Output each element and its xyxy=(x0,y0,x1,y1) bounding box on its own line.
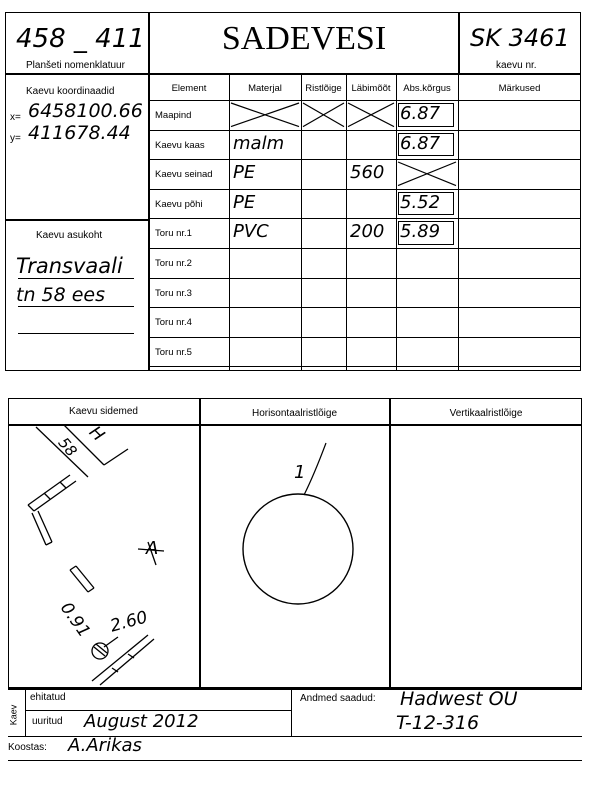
sketch-col1-header: Kaevu sidemed xyxy=(69,406,138,417)
table-cell: 6.87 xyxy=(400,103,441,124)
elevation-box xyxy=(398,221,454,245)
table-cell: malm xyxy=(233,132,285,154)
table-cell: 5.52 xyxy=(400,191,441,213)
table-cell: 5.89 xyxy=(400,221,441,243)
table-row-line xyxy=(149,307,581,308)
footer-mid-divider xyxy=(291,688,292,736)
location-line1: Transvaali xyxy=(16,254,123,278)
data-from-label: Andmed saadud: xyxy=(300,693,376,704)
table-cell: 6.87 xyxy=(400,132,441,154)
well-number: SK 3461 xyxy=(470,24,570,52)
table-cell: PVC xyxy=(233,221,269,243)
crossed-cell xyxy=(346,100,396,130)
table-cell: PE xyxy=(233,162,256,184)
location-line2: tn 58 ees xyxy=(16,284,106,306)
sketch-col3-header: Vertikaalristlõige xyxy=(449,408,523,419)
sketch-dist-2: 2.60 xyxy=(108,607,150,637)
table-header-cell: Ristlõige xyxy=(305,83,342,94)
plansheet-label: Planšeti nomenklatuur xyxy=(26,60,125,71)
sketch-dist-1: 0.91 xyxy=(55,598,94,642)
data-from-value-2: T-12-316 xyxy=(396,712,480,734)
table-cell: Toru nr.5 xyxy=(155,346,192,358)
table-row-line xyxy=(149,337,581,338)
location-rule-2 xyxy=(18,306,134,307)
table-header-cell: Läbimõõt xyxy=(351,83,391,94)
location-label: Kaevu asukoht xyxy=(36,230,103,241)
sketch-col-divider-2 xyxy=(389,398,391,688)
y-prefix: y= xyxy=(10,133,21,144)
compiled-value: A.Arikas xyxy=(68,735,142,756)
crossed-cell xyxy=(396,159,458,189)
sketch-street-letter: H xyxy=(84,422,108,446)
table-header-cell: Abs.kõrgus xyxy=(403,83,451,94)
sketch-col2-header: Horisontaalristlõige xyxy=(251,408,338,419)
table-cell: 200 xyxy=(350,221,385,243)
well-number-label: kaevu nr. xyxy=(496,60,537,71)
table-col-line xyxy=(458,74,459,371)
table-cell: Kaevu kaas xyxy=(155,139,205,151)
table-row-line xyxy=(149,130,581,131)
compiled-label: Koostas: xyxy=(8,742,47,753)
y-coordinate: 411678.44 xyxy=(28,122,131,144)
table-row-line xyxy=(149,218,581,219)
table-row-line xyxy=(149,189,581,190)
elevation-box xyxy=(398,133,454,157)
element-table xyxy=(149,74,581,371)
x-coordinate: 6458100.66 xyxy=(28,100,143,122)
sketch-house-number: 58 xyxy=(54,433,81,461)
surveyed-label: uuritud xyxy=(32,716,63,727)
table-header-cell: Materjal xyxy=(248,83,282,94)
location-rule-3 xyxy=(18,333,134,334)
plansheet-value: 458 _ 411 xyxy=(16,24,145,54)
location-divider xyxy=(5,219,149,221)
pipe-1-label: 1 xyxy=(294,462,306,483)
x-prefix: x= xyxy=(10,112,21,123)
table-cell: Toru nr.2 xyxy=(155,258,192,269)
location-rule-1 xyxy=(18,278,134,279)
footer-side-label: Kaev xyxy=(8,704,19,726)
surveyed-value: August 2012 xyxy=(84,711,199,732)
sketch-mark-a: A xyxy=(146,538,159,559)
table-row-line xyxy=(149,248,581,249)
table-header-cell: Element xyxy=(171,83,207,94)
table-row-line xyxy=(149,366,581,367)
table-cell: Toru nr.3 xyxy=(155,287,192,299)
site-sketch xyxy=(8,425,199,688)
elevation-box xyxy=(398,192,454,216)
table-cell: Kaevu põhi xyxy=(155,198,203,210)
built-label: ehitatud xyxy=(30,692,66,703)
table-cell: Maapind xyxy=(155,110,192,121)
table-header-cell: Märkused xyxy=(498,83,541,94)
table-row-line xyxy=(149,278,581,279)
table-row-line xyxy=(149,159,581,160)
footer-kaev-divider xyxy=(25,688,26,736)
crossed-cell xyxy=(301,100,346,130)
table-col-line xyxy=(396,74,397,371)
table-cell: 560 xyxy=(350,162,385,184)
compiled-underline xyxy=(8,760,582,761)
elevation-box xyxy=(398,103,454,127)
crossed-cell xyxy=(229,100,301,130)
title-right-divider xyxy=(458,12,460,74)
table-cell: PE xyxy=(233,191,256,213)
table-cell: Kaevu seinad xyxy=(155,169,213,181)
table-cell: Toru nr.1 xyxy=(155,228,192,240)
table-cell: Toru nr.4 xyxy=(155,317,192,329)
data-from-value-1: Hadwest OÜ xyxy=(400,688,518,710)
coordinates-label: Kaevu koordinaadid xyxy=(26,86,115,97)
page-title: SADEVESI xyxy=(221,20,387,57)
